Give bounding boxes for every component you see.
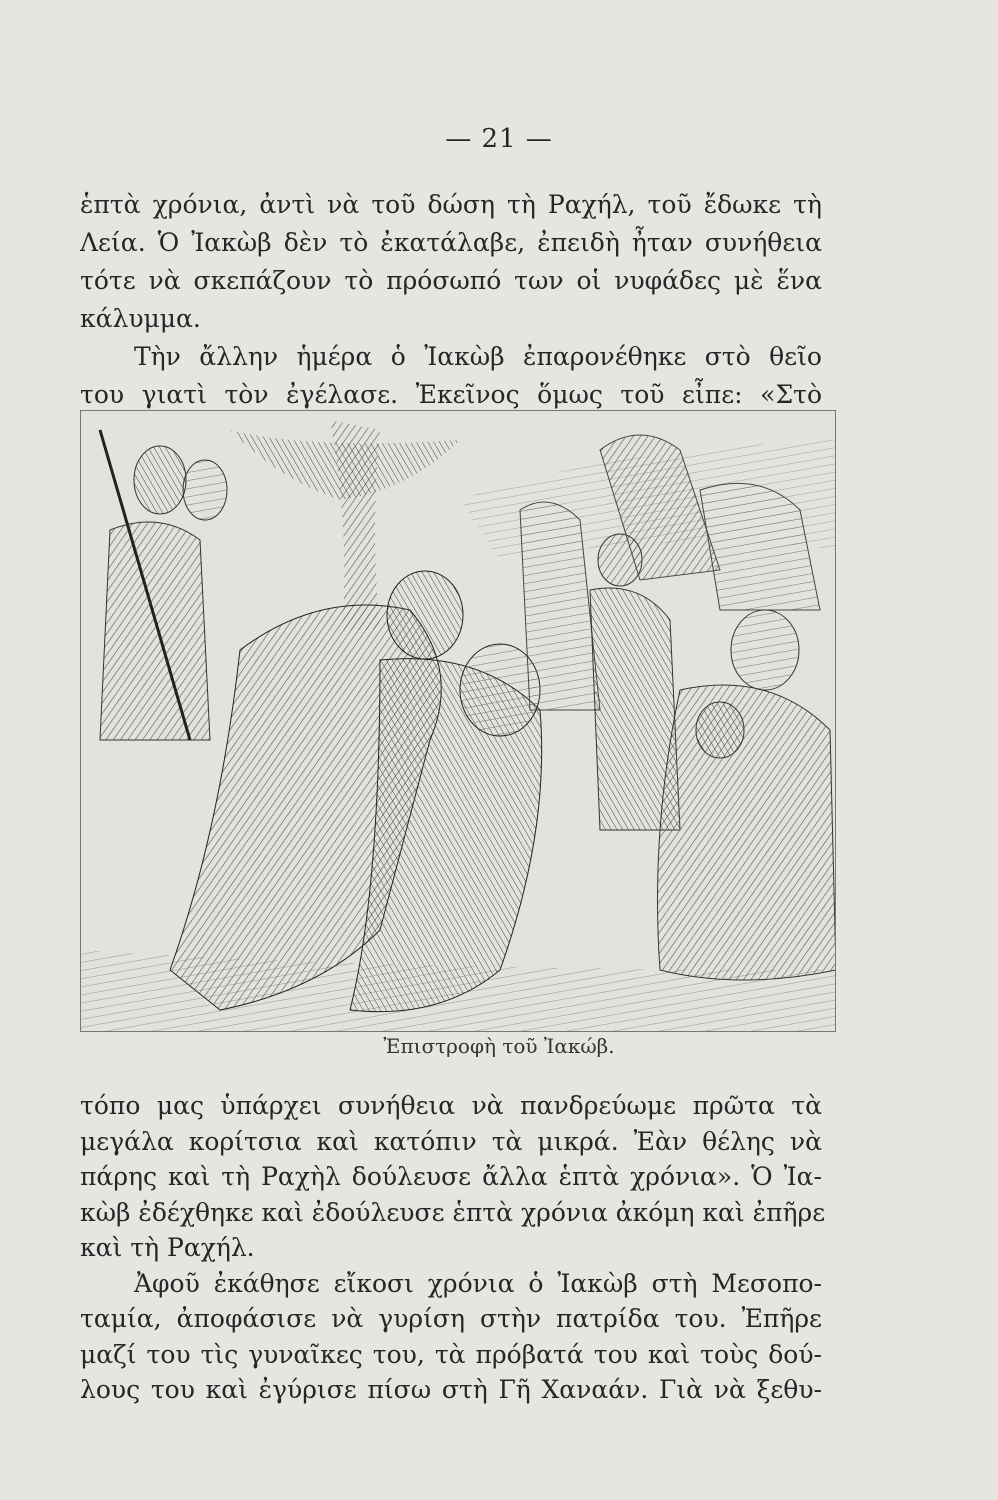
text-line: ἑπτὰ χρόνια, ἀντὶ νὰ τοῦ δώση τὴ Ραχήλ, τοῦ ἔδωκε τὴ	[80, 190, 822, 219]
text-line: Λεία. Ὁ Ἰακὼβ δὲν τὸ ἐκατάλαβε, ἐπειδὴ ἦταν συνήθεια	[80, 228, 822, 257]
text-line: τόπο μας ὑπάρχει συνήθεια νὰ πανδρεύωμε πρῶτα τὰ	[80, 1091, 822, 1120]
text-block-bottom	[80, 1088, 826, 1408]
text-line: του γιατὶ τὸν ἐγέλασε. Ἐκεῖνος ὅμως τοῦ εἶπε: «Στὸ	[80, 380, 822, 409]
text-line: Ἀφοῦ ἐκάθησε εἴκοσι χρόνια ὁ Ἰακὼβ στὴ Μεσοπο-	[134, 1268, 822, 1298]
text-line: Τὴν ἄλλην ἡμέρα ὁ Ἰακὼβ ἐπαρονέθηκε στὸ θεῖο	[134, 342, 822, 371]
illustration-caption: Ἐπιστροφὴ τοῦ Ἰακώβ.	[383, 1034, 615, 1058]
text-line: τότε νὰ σκεπάζουν τὸ πρόσωπό των οἱ νυφάδες μὲ ἕνα	[80, 266, 822, 295]
text-line: μεγάλα κορίτσια καὶ κατόπιν τὰ μικρά. Ἐὰν θέλης νὰ	[80, 1126, 822, 1156]
engraving-illustration	[80, 410, 836, 1032]
text-line: μαζί του τὶς γυναῖκες του, τὰ πρόβατά του καὶ τοὺς δού-	[80, 1339, 822, 1369]
text-line: κὼβ ἐδέχθηκε καὶ ἐδούλευσε ἑπτὰ χρόνια ἀκόμη καὶ ἐπῆρε	[80, 1197, 826, 1227]
text-line: λους του καὶ ἐγύρισε πίσω στὴ Γῆ Χαναάν. Γιὰ νὰ ξεθυ-	[80, 1375, 822, 1404]
text-line: ταμία, ἀποφάσισε νὰ γυρίση στὴν πατρίδα του. Ἐπῆρε	[80, 1304, 822, 1333]
text-line: πάρης καὶ τὴ Ραχὴλ δούλευσε ἄλλα ἑπτὰ χρόνια». Ὁ Ἰα-	[80, 1162, 822, 1191]
text-line: κάλυμμα.	[80, 304, 201, 333]
text-block-top	[80, 186, 822, 414]
page-number: — 21 —	[445, 124, 553, 154]
text-line: καὶ τὴ Ραχήλ.	[80, 1233, 255, 1262]
